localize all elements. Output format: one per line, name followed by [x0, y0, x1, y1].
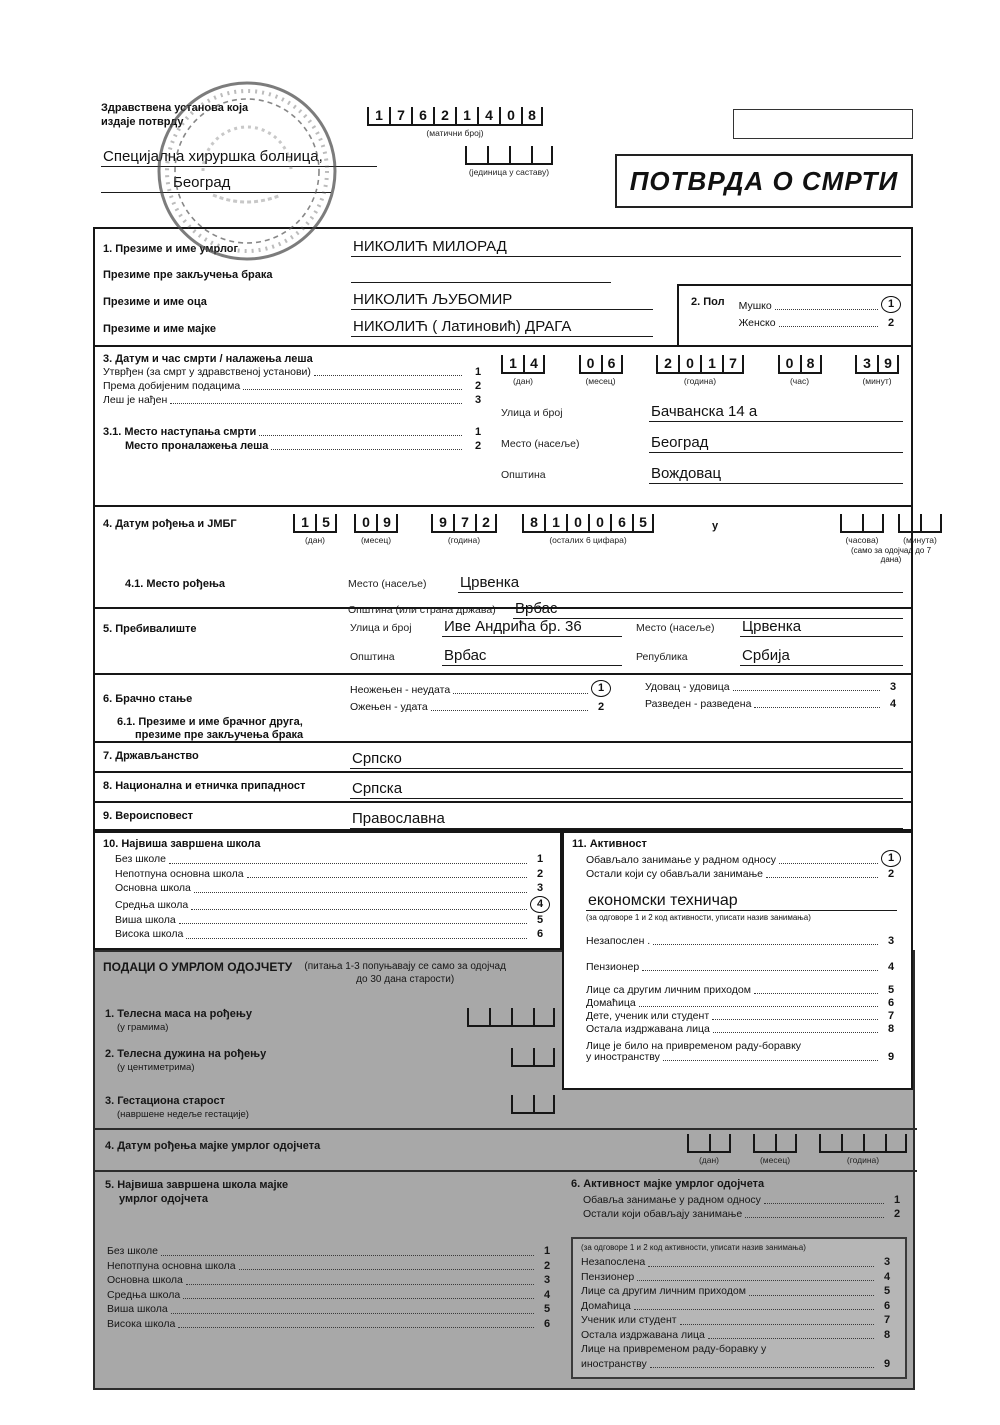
infant-time-note: (само за одојчад до 7 дана) — [850, 546, 932, 564]
pensioner-code[interactable]: 4 — [887, 961, 895, 973]
religion-field[interactable]: Православна — [350, 809, 903, 829]
section-8-ethnicity — [95, 771, 911, 801]
mother-abroad-label-line2: иностранству — [581, 1357, 647, 1370]
section-10-education — [93, 831, 562, 950]
deceased-name-field[interactable]: НИКОЛИЋ МИЛОРАД — [351, 237, 901, 257]
citizenship-field[interactable]: Српско — [350, 749, 903, 769]
section-4-birthdate-jmbg — [95, 505, 937, 617]
edu-primary-label: Основна школа — [115, 882, 191, 894]
mother-housewife-label: Домаћица — [581, 1299, 631, 1312]
birth-weight-field[interactable] — [467, 1008, 555, 1027]
other-income-code[interactable]: 5 — [887, 984, 895, 996]
office-use-box[interactable] — [733, 109, 913, 139]
edu-none-code[interactable]: 1 — [536, 853, 544, 865]
father-name-field[interactable]: НИКОЛИЋ ЉУБОМИР — [351, 290, 653, 310]
sex-male-code-selected[interactable]: 1 — [881, 296, 901, 313]
death-established-code[interactable]: 1 — [474, 366, 482, 378]
other-income-label: Лице са другим личним приходом — [586, 984, 751, 996]
gestational-age-field[interactable] — [511, 1095, 555, 1114]
mother-dependents-label: Остала издржавана лица — [581, 1328, 705, 1341]
residence-municipality-field[interactable]: Врбас — [442, 646, 622, 666]
divorced-label: Разведен - разведена — [645, 698, 752, 710]
mother-name-label: Презиме и име мајке — [103, 323, 216, 335]
dependents-code[interactable]: 8 — [887, 1023, 895, 1035]
section-5-residence — [95, 607, 911, 673]
edu-secondary-label: Средња школа — [115, 899, 189, 911]
citizenship-label: 7. Држављанство — [103, 750, 199, 762]
edu-university-code[interactable]: 6 — [536, 928, 544, 940]
sex-label: 2. Пол — [691, 296, 725, 308]
section-11-activity — [562, 831, 913, 1090]
death-place-label: Место (насеље) — [501, 438, 580, 450]
edu-none-label: Без школе — [115, 853, 166, 865]
infant-section-note: (питања 1-3 попуњавају се само за одојчад до 30 дана старости) — [304, 961, 506, 985]
mother-abroad-label-line1: Лице на привременом раду-боравку у — [581, 1343, 767, 1355]
mother-others-occupied-label: Остали који обављају занимање — [583, 1208, 743, 1220]
ethnicity-label: 8. Национална и етничка припадност — [103, 780, 306, 792]
mother-education-label-line2: умрлог одојчета — [119, 1193, 208, 1205]
infant-hours-field[interactable] — [840, 514, 884, 533]
place-of-death-code[interactable]: 1 — [474, 426, 482, 438]
abroad-label-line2: у иностранству — [586, 1051, 660, 1063]
death-datetime-label: 3. Датум и час смрти / налажења леша — [103, 353, 313, 365]
mother-other-income-label: Лице са другим личним приходом — [581, 1285, 746, 1297]
spouse-name-label-line1: 6.1. Презиме и име брачног друга, — [117, 716, 303, 728]
mother-edu-incomplete-primary-code[interactable]: 2 — [543, 1259, 551, 1272]
mother-edu-secondary-label: Средња школа — [107, 1288, 181, 1301]
married-code[interactable]: 2 — [597, 701, 605, 713]
mother-edu-primary-code[interactable]: 3 — [543, 1274, 551, 1286]
residence-republic-field[interactable]: Србија — [740, 646, 903, 666]
birth-year-caption: (година) — [447, 535, 481, 545]
maiden-name-field[interactable] — [351, 264, 611, 283]
mother-edu-none-label: Без школе — [107, 1245, 158, 1257]
death-street-label: Улица и број — [501, 407, 563, 419]
infant-minutes-caption: (минута) — [903, 535, 937, 545]
issuer-name-field[interactable]: Специјална хируршка болница, — [101, 147, 377, 167]
death-municipality-label: Општина — [501, 469, 546, 481]
birth-weight-label: 1. Телесна маса на рођењу — [105, 1008, 252, 1020]
widowed-code[interactable]: 3 — [889, 681, 897, 693]
birth-length-label: 2. Телесна дужина на рођењу — [105, 1048, 267, 1060]
abroad-label-line1: Лице је било на привременом раду-боравку — [586, 1040, 802, 1052]
birth-length-field[interactable] — [511, 1048, 555, 1067]
birth-day-caption: (дан) — [304, 535, 326, 545]
mother-unemployed-code[interactable]: 3 — [883, 1256, 891, 1268]
mother-student-label: Ученик или студент — [581, 1314, 677, 1326]
edu-primary-code[interactable]: 3 — [536, 882, 544, 894]
residence-street-label: Улица и број — [350, 622, 412, 634]
married-label: Ожењен - удата — [350, 701, 428, 713]
single-code-selected[interactable]: 1 — [591, 680, 611, 697]
official-round-stamp-icon — [153, 77, 341, 265]
mother-other-income-code[interactable]: 5 — [883, 1285, 891, 1297]
death-street-field[interactable]: Бачванска 14 а — [649, 402, 903, 422]
mother-activity-list-box — [571, 1237, 907, 1379]
birth-year-field[interactable]: 9 7 2 — [431, 514, 497, 533]
death-minute-caption: (минут) — [862, 376, 892, 386]
birthplace-place-label: Место (насеље) — [348, 578, 427, 590]
mother-activity-label: 6. Активност мајке умрлог одојчета — [571, 1178, 765, 1190]
birth-month-caption: (месец) — [360, 535, 392, 545]
death-municipality-field[interactable]: Вождовац — [649, 464, 903, 484]
spouse-name-label-line2: презиме пре закључења брака — [135, 729, 304, 741]
birth-day-field[interactable]: 1 5 — [293, 514, 337, 533]
main-form — [93, 227, 937, 831]
abroad-code[interactable]: 9 — [887, 1051, 895, 1063]
mother-edu-university-label: Висока школа — [107, 1317, 176, 1330]
infant-section-title: ПОДАЦИ О УМРЛОМ ОДОЈЧЕТУ — [103, 960, 293, 974]
mother-birth-day-field[interactable] — [687, 1134, 731, 1153]
spouse-name-field[interactable] — [403, 723, 903, 742]
birthplace-place-field[interactable]: Црвенка — [458, 573, 903, 593]
education-label: 10. Највиша завршена школа — [103, 838, 261, 850]
section-2-sex — [677, 284, 911, 345]
death-reported-label: Према добијеним подацима — [103, 380, 241, 392]
birthplace-label: 4.1. Место рођења — [125, 578, 226, 590]
mother-birthdate-label: 4. Датум рођења мајке умрлог одојчета — [105, 1140, 321, 1152]
death-year-caption: (година) — [683, 376, 717, 386]
birth-weight-unit: (у грамима) — [117, 1022, 169, 1033]
form-title: ПОТВРДА О СМРТИ — [615, 154, 913, 208]
birthplace-municipality-label: Општина (или страна држава) — [348, 604, 496, 616]
mother-birth-month-field[interactable] — [753, 1134, 797, 1153]
mother-edu-primary-label: Основна школа — [107, 1274, 183, 1286]
mother-occupation-note: (за одговоре 1 и 2 код активности, уписати назив занимања) — [581, 1243, 806, 1252]
unit-number-caption: (јединица у саставу) — [468, 167, 550, 177]
edu-higher-label: Виша школа — [115, 913, 176, 926]
mother-unemployed-label: Незапослена — [581, 1256, 646, 1268]
mother-birth-month-caption: (месец) — [759, 1155, 791, 1165]
student-code[interactable]: 7 — [887, 1010, 895, 1022]
occupation-field[interactable]: економски техничар — [586, 891, 897, 911]
infant-minutes-field[interactable] — [898, 514, 942, 533]
sex-male-label: Мушко — [738, 300, 772, 312]
employed-label: Обављало занимање у радном односу — [586, 854, 776, 866]
registry-number-field[interactable]: 1 7 6 2 1 4 0 8 — [367, 107, 543, 126]
birth-month-field[interactable]: 0 9 — [354, 514, 398, 533]
place-of-death-label: 3.1. Место наступања смрти — [103, 426, 257, 438]
religion-label: 9. Вероисповест — [103, 810, 194, 822]
death-minute-field[interactable]: 3 9 — [855, 355, 899, 374]
residence-street-field[interactable]: Иве Андрића бр. 36 — [442, 617, 622, 637]
mother-edu-university-code[interactable]: 6 — [543, 1317, 551, 1330]
housewife-label: Домаћица — [586, 997, 636, 1009]
occupation-note: (за одговоре 1 и 2 код активности, уписати назив занимања) — [586, 913, 811, 922]
father-name-label: Презиме и име оца — [103, 296, 207, 308]
registry-number-caption: (матични број) — [426, 128, 484, 138]
others-occupied-code[interactable]: 2 — [887, 868, 895, 880]
body-found-label: Леш је нађен — [103, 394, 168, 406]
at-label: у — [712, 520, 719, 532]
form-header — [93, 95, 913, 227]
mother-student-code[interactable]: 7 — [883, 1314, 891, 1326]
edu-higher-code[interactable]: 5 — [536, 913, 544, 926]
death-established-label: Утврђен (за смрт у здравственој установи) — [103, 366, 311, 378]
edu-incomplete-primary-label: Непотпуна основна школа — [115, 867, 244, 880]
edu-incomplete-primary-code[interactable]: 2 — [536, 867, 544, 880]
death-month-field[interactable]: 0 6 — [579, 355, 623, 374]
death-day-caption: (дан) — [512, 376, 534, 386]
dependents-label: Остала издржавана лица — [586, 1023, 710, 1035]
others-occupied-label: Остали који су обављали занимање — [586, 868, 763, 880]
mother-education-section — [95, 1174, 565, 1379]
residence-place-label: Место (насеље) — [636, 622, 715, 634]
birthplace-municipality-field[interactable]: Врбас — [513, 599, 903, 619]
mother-edu-none-code[interactable]: 1 — [543, 1245, 551, 1257]
unit-number-field[interactable] — [465, 146, 553, 165]
maiden-name-label: Презиме пре закључења брака — [103, 269, 273, 281]
issuer-city-field[interactable]: Београд — [101, 173, 331, 193]
ethnicity-field[interactable]: Српска — [350, 779, 903, 799]
employed-code-selected[interactable]: 1 — [881, 850, 901, 867]
mother-others-occupied-code[interactable]: 2 — [893, 1208, 901, 1220]
activity-label: 11. Активност — [572, 838, 647, 850]
death-day-field[interactable]: 1 4 — [501, 355, 545, 374]
mother-education-label-line1: 5. Највиша завршена школа мајке — [105, 1179, 289, 1191]
birth-length-unit: (у центиметрима) — [117, 1062, 195, 1073]
residence-label: 5. Пребивалиште — [103, 623, 197, 635]
mother-pensioner-label: Пензионер — [581, 1270, 635, 1283]
mother-birth-day-caption: (дан) — [698, 1155, 720, 1165]
divorced-code[interactable]: 4 — [889, 698, 897, 710]
section-9-religion — [95, 801, 911, 831]
body-found-code[interactable]: 3 — [474, 394, 482, 406]
section-3-death-datetime — [95, 345, 911, 505]
gestational-age-label: 3. Гестациона старост — [105, 1095, 225, 1107]
sex-female-code[interactable]: 2 — [887, 317, 895, 329]
section-6-marital-status — [95, 673, 911, 741]
jmbg-rest-field[interactable]: 8 1 0 0 6 5 — [522, 514, 654, 533]
birthdate-jmbg-label: 4. Датум рођења и ЈМБГ — [103, 518, 237, 530]
pensioner-label: Пензионер — [586, 961, 640, 973]
gestational-age-unit: (навршене недеље гестације) — [117, 1109, 249, 1120]
death-reported-code[interactable]: 2 — [474, 380, 482, 392]
mother-edu-incomplete-primary-label: Непотпуна основна школа — [107, 1259, 236, 1272]
mother-employed-code[interactable]: 1 — [893, 1194, 901, 1206]
edu-university-label: Висока школа — [115, 928, 184, 940]
residence-place-field[interactable]: Црвенка — [740, 617, 903, 637]
death-hour-field[interactable]: 0 8 — [778, 355, 822, 374]
sex-female-label: Женско — [738, 317, 776, 329]
student-label: Дете, ученик или студент — [586, 1010, 710, 1022]
edu-secondary-code-selected[interactable]: 4 — [530, 896, 550, 913]
unemployed-code[interactable]: 3 — [887, 935, 895, 947]
place-body-found-code[interactable]: 2 — [474, 440, 482, 452]
mother-activity-section — [565, 1174, 917, 1379]
mother-edu-higher-code[interactable]: 5 — [543, 1303, 551, 1315]
residence-republic-label: Република — [636, 651, 688, 663]
mother-birth-year-field[interactable] — [819, 1134, 907, 1153]
mother-name-field[interactable]: НИКОЛИЋ ( Латиновић) ДРАГА — [351, 317, 653, 337]
death-year-field[interactable]: 2 0 1 7 — [656, 355, 744, 374]
mother-birth-year-caption: (година) — [846, 1155, 880, 1165]
residence-municipality-label: Општина — [350, 651, 395, 663]
death-month-caption: (месец) — [585, 376, 616, 386]
mother-edu-higher-label: Виша школа — [107, 1303, 168, 1315]
mother-abroad-code[interactable]: 9 — [883, 1357, 891, 1370]
mother-dependents-code[interactable]: 8 — [883, 1328, 891, 1341]
death-place-field[interactable]: Београд — [649, 433, 903, 453]
infant-hours-caption: (часова) — [845, 535, 879, 545]
mother-housewife-code[interactable]: 6 — [883, 1299, 891, 1312]
mother-employed-label: Обавља занимање у радном односу — [583, 1194, 761, 1206]
deceased-name-label: 1. Презиме и име умрлог — [103, 243, 239, 255]
widowed-label: Удовац - удовица — [645, 681, 730, 693]
single-label: Неожењен - неудата — [350, 684, 451, 696]
housewife-code[interactable]: 6 — [887, 997, 895, 1009]
issuer-label: Здравствена установа која издаје потврду — [101, 102, 249, 128]
mother-pensioner-code[interactable]: 4 — [883, 1270, 891, 1283]
marital-status-label: 6. Брачно стање — [103, 693, 193, 705]
jmbg-rest-caption: (осталих 6 цифара) — [549, 535, 627, 545]
death-hour-caption: (час) — [789, 376, 810, 386]
section-7-citizenship — [95, 741, 911, 771]
unemployed-label: Незапослен . — [586, 935, 651, 947]
place-body-found-label: Место проналажења леша — [125, 440, 269, 452]
mother-edu-secondary-code[interactable]: 4 — [543, 1288, 551, 1301]
